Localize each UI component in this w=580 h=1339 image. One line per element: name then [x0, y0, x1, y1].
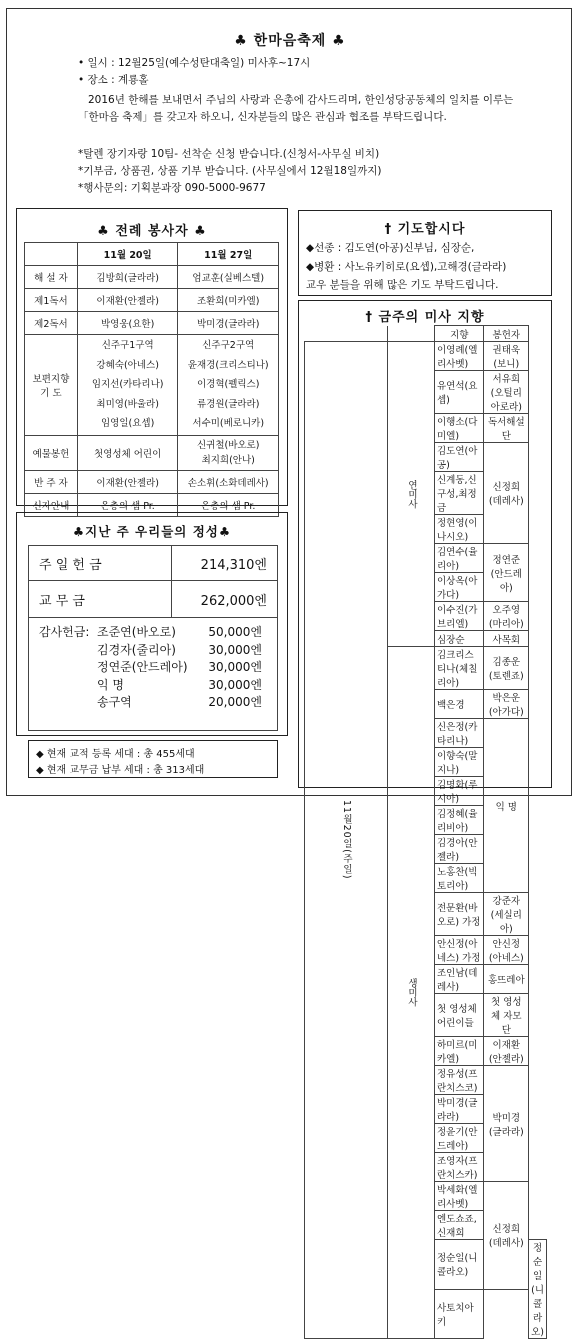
intention-donor: 익 명	[484, 719, 529, 893]
service-table	[24, 242, 279, 517]
intentions-title: † 금주의 미사 지향	[365, 310, 485, 325]
intention-name: 김도연(아공)	[435, 443, 484, 472]
thanks-amount: 30,000엔	[208, 660, 262, 674]
thanks-amount: 20,000엔	[208, 695, 262, 709]
prayer-request: 교우 분들을 위해 많은 기도 부탁드립니다.	[306, 279, 499, 291]
col-intent-header: 지향	[435, 326, 484, 342]
thanks-row	[97, 642, 262, 660]
prayer-cell-b	[178, 335, 279, 436]
role-reading1: 제1독서	[25, 289, 78, 312]
intention-donor: 권태욱(보니)	[484, 342, 529, 371]
intention-name: 박미경(글라라)	[435, 1095, 484, 1124]
intention-donor: 김종운(토렌죠)	[484, 647, 529, 690]
service-cell: 박미경(글라라)	[178, 312, 279, 335]
role-guide: 신자안내	[25, 494, 78, 517]
prayer-group: 신주구2구역	[202, 340, 255, 352]
service-cell: 이재환(안젤라)	[77, 471, 178, 494]
intention-name: 정유성(프란치스코)	[435, 1066, 484, 1095]
intention-name: 이상옥(아가다)	[435, 573, 484, 602]
festival-date: • 일시 : 12월25일(예수성탄대축일) 미사후~17시	[78, 57, 311, 69]
festival-title: ♣ 한마음축제 ♣	[234, 33, 346, 49]
intention-name: 조인남(데레사)	[435, 965, 484, 994]
intentions-corner	[388, 326, 435, 342]
registry-dues-households: ◆ 현재 교무금 납부 세대 : 총 313세대	[36, 765, 205, 776]
service-cell: 조환희(미카엘)	[178, 289, 279, 312]
prayer-person: 이경혁(펠릭스)	[196, 379, 260, 391]
intentions-table	[304, 325, 547, 1339]
role-prayer: 보편지향 기 도	[25, 335, 78, 436]
thanks-name: 익 명	[97, 677, 124, 692]
intention-name: 신은정(카타리나)	[435, 719, 484, 748]
intention-donor: 정연준(안드레아)	[484, 544, 529, 602]
intention-donor: 이재환(안젤라)	[484, 1037, 529, 1066]
prayer-sick: ◆병환 : 사노유키히로(요셉),고해경(글라라)	[306, 261, 507, 273]
intention-donor: 서유희(오틸리아로라)	[484, 371, 529, 414]
intention-name: 김경아(안젤라)	[435, 835, 484, 864]
offering-cell-b	[178, 436, 279, 471]
role-organist: 반 주 자	[25, 471, 78, 494]
intention-row	[305, 342, 547, 371]
prayer-group: 신주구1구역	[101, 340, 154, 352]
intention-donor: 사목회	[484, 631, 529, 647]
prayer-person: 임영일(요셉)	[101, 418, 155, 430]
intention-name: 하미르(미카엘)	[435, 1037, 484, 1066]
prayer-person: 서수미(베로니카)	[192, 418, 265, 430]
service-cell: 엄교훈(실베스텔)	[178, 266, 279, 289]
parish-dues-label: 교 무 금	[29, 581, 172, 618]
thanks-name: 김경자(줄리아)	[97, 642, 176, 657]
intention-donor: 박미경(글라라)	[484, 1066, 529, 1182]
thanks-amount: 50,000엔	[208, 625, 262, 639]
intention-name: 신계동,신구성,최정금	[435, 472, 484, 515]
living-mass-label: 생미사	[388, 647, 435, 1339]
intention-name: 이행소(다미엘)	[435, 414, 484, 443]
role-reading2: 제2독서	[25, 312, 78, 335]
intention-name: 엔도쇼죠, 신재희	[435, 1211, 484, 1240]
intention-donor: 독서해설단	[484, 414, 529, 443]
intention-date: 11월20일(주일)	[305, 342, 388, 1339]
service-cell: 첫영성체 어린이	[77, 436, 178, 471]
offering-table	[28, 545, 278, 731]
intention-donor: 박은운(아가다)	[484, 690, 529, 719]
intention-name: 전문환(바오로) 가정	[435, 893, 484, 936]
intention-name: 백은경	[435, 690, 484, 719]
intention-donor: 강준자(세실리아)	[484, 893, 529, 936]
offering-person: 최지희(안나)	[201, 455, 255, 466]
thanks-label: 감사헌금:	[39, 625, 90, 639]
intention-donor: 정순일(니콜라오)	[529, 1240, 547, 1339]
intention-name: 노홍찬(빅토리아)	[435, 864, 484, 893]
prayer-person: 류경원(글라라)	[196, 398, 260, 410]
thanks-offering-cell	[29, 618, 278, 731]
intention-name: 이수진(가브리엘)	[435, 602, 484, 631]
intention-name: 안신정(아네스) 가정	[435, 936, 484, 965]
intention-name: 사토치아키	[435, 1289, 484, 1339]
intention-name: 첫 영성체 어린이들	[435, 994, 484, 1037]
intention-name: 이향숙(말지나)	[435, 748, 484, 777]
prayer-person: 임지선(카타리나)	[91, 379, 164, 391]
festival-note-contact: *행사문의: 기획분과장 090-5000-9677	[78, 182, 266, 194]
parish-dues-value: 262,000엔	[172, 581, 278, 618]
intention-name: 이영례(엘리사벳)	[435, 342, 484, 371]
service-header-empty	[25, 243, 78, 266]
registry-households: ◆ 현재 교적 등록 세대 : 총 455세대	[36, 749, 195, 760]
intention-donor: 첫 영성체 자모단	[484, 994, 529, 1037]
thanks-row	[97, 624, 262, 642]
intention-donor: 안신정(아네스)	[484, 936, 529, 965]
festival-body: 2016년 한해를 보내면서 주님의 사랑과 은총에 감사드리며, 한인성당공동체의 일치를 이루는 「한마음 축제」를 갖고자 하오니, 신자분들의 많은 관심과 협조를 부탁드립니다.	[78, 94, 514, 123]
thanks-name: 송구역	[97, 695, 132, 709]
thanks-row	[97, 677, 262, 695]
thanks-row	[97, 659, 262, 677]
intention-name: 김정혜(율리비아)	[435, 806, 484, 835]
intention-name: 김명화(루시아)	[435, 777, 484, 806]
intention-name: 정윤기(안드레아)	[435, 1124, 484, 1153]
offering-person: 신귀철(바오로)	[196, 440, 260, 451]
role-offering: 예물봉헌	[25, 436, 78, 471]
service-cell: 박영웅(요한)	[77, 312, 178, 335]
thanks-name: 조준연(바오로)	[97, 625, 176, 639]
service-cell: 은총의 샘 Pr.	[77, 494, 178, 517]
prayer-person: 최미영(바울라)	[96, 398, 159, 410]
festival-place: • 장소 : 계룡홀	[78, 74, 149, 86]
sunday-offering-value: 214,310엔	[172, 546, 278, 581]
repose-mass-label: 연미사	[388, 342, 435, 647]
intention-name: 조영자(프란치스카)	[435, 1153, 484, 1182]
festival-note-talent: *탈렌 장기자랑 10팀- 선착순 신청 받습니다.(신청서-사무실 비치)	[78, 148, 380, 160]
intention-name: 정현영(이나시오)	[435, 515, 484, 544]
prayer-title: † 기도합시다	[384, 222, 466, 237]
thanks-name: 정연준(안드레아)	[97, 660, 188, 674]
festival-note-donation: *기부금, 상품권, 상품 기부 받습니다. (사무실에서 12월18일까지)	[78, 165, 382, 177]
col-donor-header: 봉헌자	[484, 326, 529, 342]
service-cell: 김방희(글라라)	[77, 266, 178, 289]
intention-name: 정순일(니콜라오)	[435, 1240, 484, 1290]
prayer-person: 강혜숙(아네스)	[96, 359, 159, 371]
intention-name: 김크리스티나(체칠리아)	[435, 647, 484, 690]
service-header-date1: 11월 20일	[77, 243, 178, 266]
service-cell: 이재환(안젤라)	[77, 289, 178, 312]
role-commentator: 해 설 자	[25, 266, 78, 289]
intention-donor: 신정희(데레사)	[484, 443, 529, 544]
intention-name: 박세화(엘리사벳)	[435, 1182, 484, 1211]
intentions-corner	[305, 326, 388, 342]
thanks-amount: 30,000엔	[208, 642, 262, 657]
offering-title: ♣지난 주 우리들의 정성♣	[72, 524, 232, 539]
intention-name: 유연석(요셉)	[435, 371, 484, 414]
sunday-offering-label: 주 일 헌 금	[29, 546, 172, 581]
service-title: ♣ 전례 봉사자 ♣	[97, 224, 207, 239]
service-header-date2: 11월 27일	[178, 243, 279, 266]
intention-name: 김연수(율리아)	[435, 544, 484, 573]
prayer-person: 윤재경(크리스티나)	[187, 359, 269, 371]
intention-name: 심장순	[435, 631, 484, 647]
thanks-row	[97, 694, 262, 712]
intention-donor: 신정희(데레사)	[484, 1182, 529, 1290]
thanks-amount: 30,000엔	[208, 677, 262, 692]
intention-donor: 홍뜨레아	[484, 965, 529, 994]
service-cell: 은총의 샘 Pr.	[178, 494, 279, 517]
prayer-repose: ◆선종 : 김도연(아공)신부님, 심장순,	[306, 242, 475, 254]
intention-donor: 오주영(마리아)	[484, 602, 529, 631]
prayer-cell-a	[77, 335, 178, 436]
service-cell: 손소휘(소화데레사)	[178, 471, 279, 494]
